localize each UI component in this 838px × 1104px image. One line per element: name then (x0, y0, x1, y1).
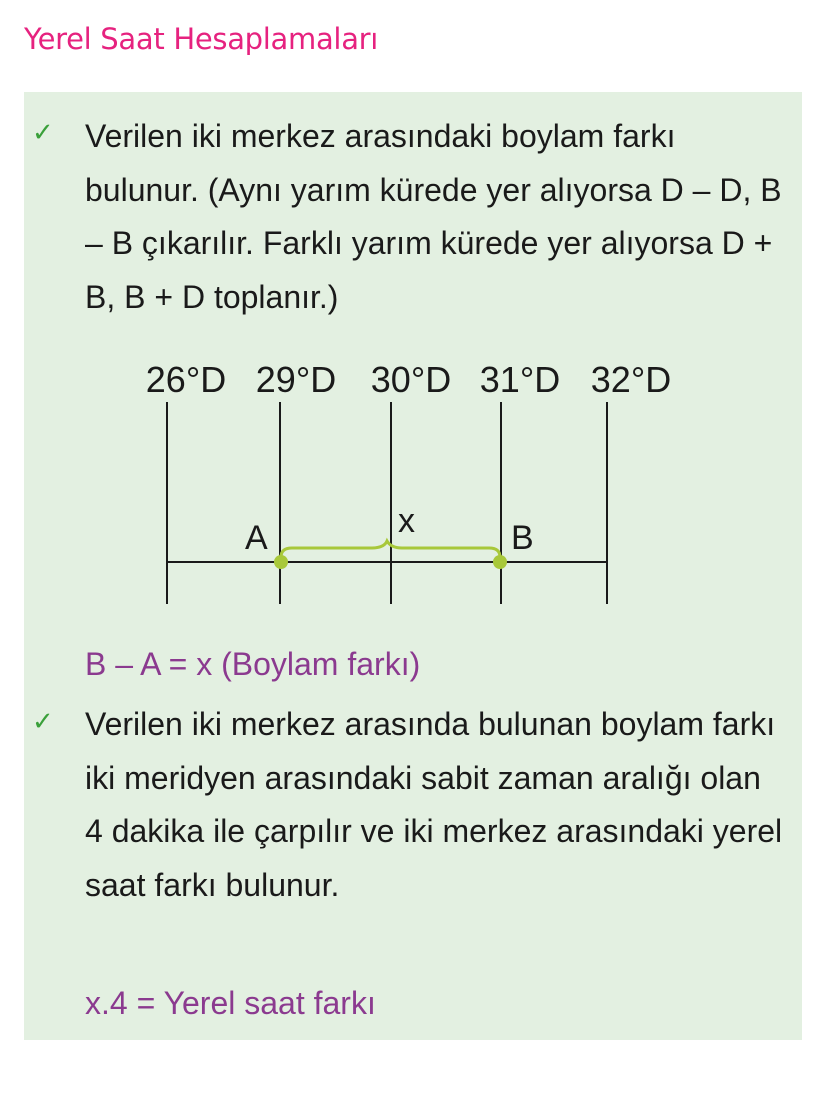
meridian-label-29: 29°D (255, 359, 337, 400)
check-icon: ✓ (32, 707, 54, 737)
paragraph-2: Verilen iki merkez arasında bulunan boylam farkı iki meridyen arasındaki sabit zaman aralığı olan 4 dakika ile çarpılır ve iki merkez arasındaki yerel saat farkı bulunur. (85, 706, 783, 903)
meridian-label-30: 30°D (370, 359, 452, 400)
meridian-label-32: 32°D (590, 359, 672, 400)
formula-local-time-difference: x.4 = Yerel saat farkı (85, 985, 376, 1021)
formula-longitude-difference: B – A = x (Boylam farkı) (85, 646, 421, 682)
meridian-label-26: 26°D (145, 359, 227, 400)
meridian-label-31: 31°D (479, 359, 561, 400)
point-b-label: B (511, 519, 534, 557)
page-title: Yerel Saat Hesaplamaları (24, 22, 379, 56)
point-a-marker (274, 555, 288, 569)
point-a-label: A (245, 519, 268, 557)
paragraph-1: Verilen iki merkez arasındaki boylam farkı bulunur. (Aynı yarım kürede yer alıyorsa D – D, B – B çıkarılır. Farklı yarım kürede yer alıyorsa D + B, B + D toplanır.) (85, 118, 782, 315)
point-b-marker (493, 555, 507, 569)
check-icon: ✓ (32, 118, 54, 148)
brace-label: x (398, 502, 415, 540)
